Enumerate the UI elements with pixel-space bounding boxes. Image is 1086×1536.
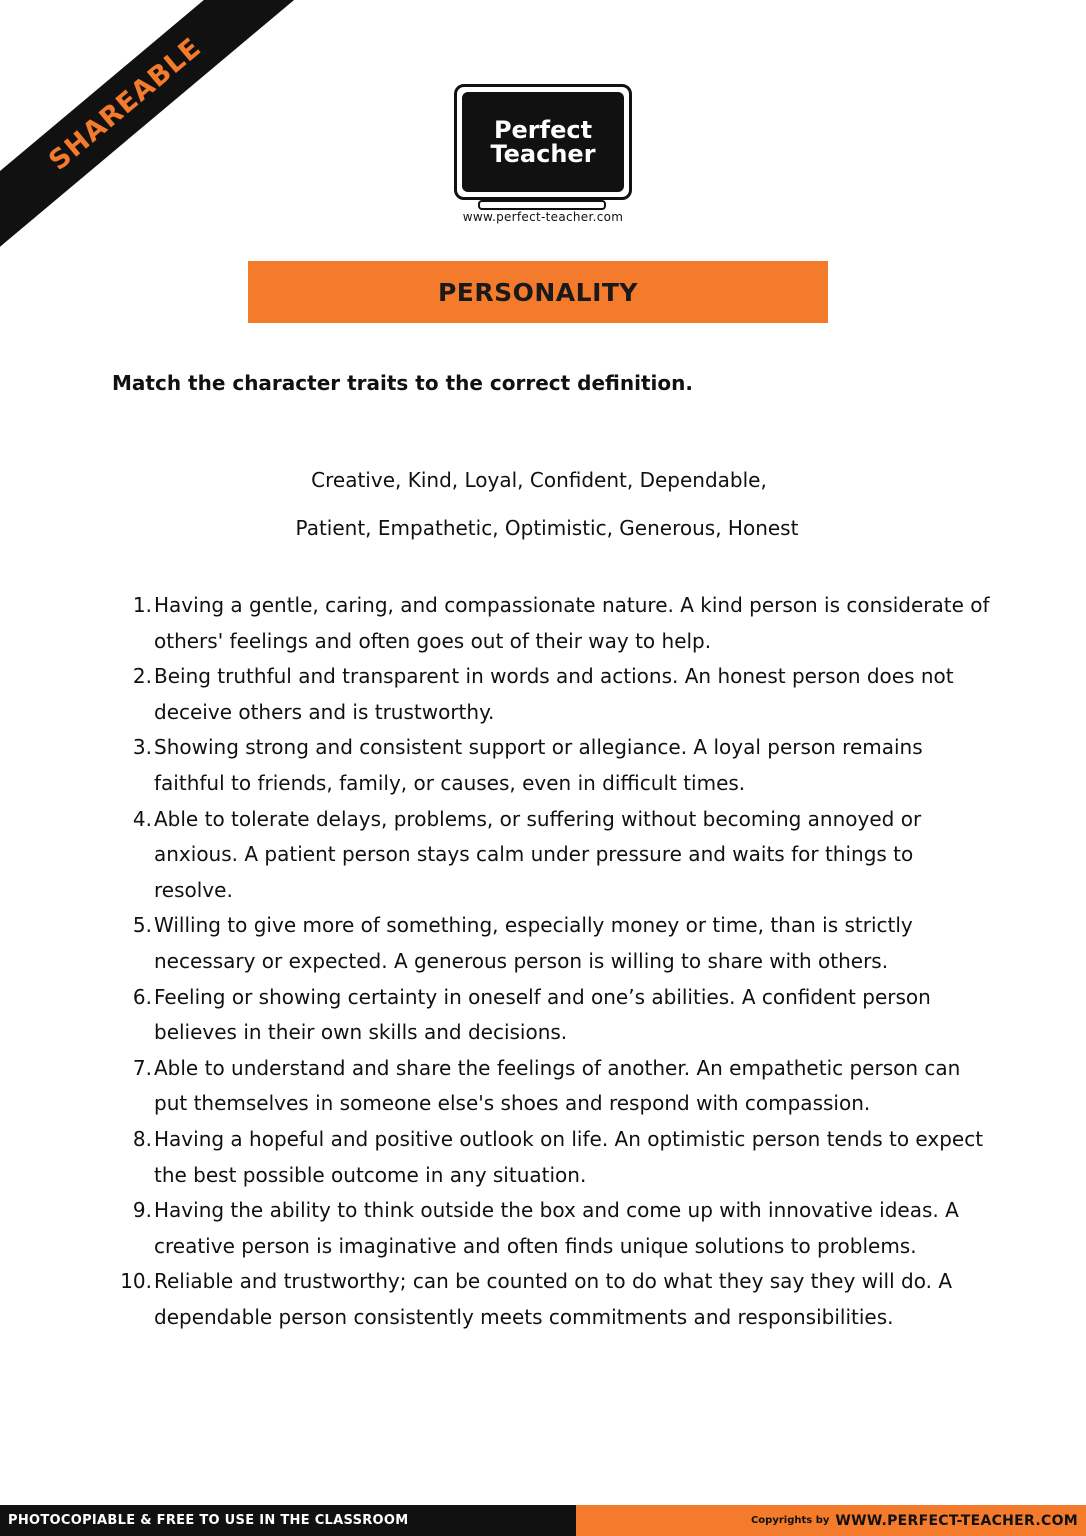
word-bank-line-2: Patient, Empathetic, Optimistic, Generous, Honest (295, 516, 799, 540)
item-number: 4. (132, 806, 152, 831)
item-definition: Having the ability to think outside the box and come up with innovative ideas. A creative person is imaginative and often finds unique solutions to problems. (154, 1198, 959, 1258)
list-item (112, 1122, 992, 1193)
item-number: 3. (132, 735, 152, 760)
item-definition: Feeling or showing certainty in oneself and one’s abilities. A confident person believes in their own skills and decisions. (154, 984, 931, 1045)
item-definition: Showing strong and consistent support or allegiance. A loyal person remains faithful to friends, family, or causes, even in difficult times. (154, 735, 923, 795)
logo-url: www.perfect-teacher.com (462, 210, 624, 224)
page-title: PERSONALITY (437, 277, 639, 307)
copyright-label: Copyrights by (750, 1515, 830, 1526)
photocopiable-notice: PHOTOCOPIABLE & FREE TO USE IN THE CLASSROOM (8, 1513, 409, 1528)
list-item (112, 802, 992, 909)
item-definition: Having a gentle, caring, and compassionate nature. A kind person is considerate of others' feelings and often goes out of their way to help. (154, 593, 990, 653)
item-number: 10. (120, 1269, 152, 1294)
instruction-text: Match the character traits to the correct definition. (112, 371, 693, 395)
item-definition: Able to tolerate delays, problems, or suffering without becoming annoyed or anxious. A patient person stays calm under pressure and waits for things to resolve. (154, 806, 922, 902)
perfect-teacher-logo (454, 84, 632, 226)
footer-site-link[interactable]: WWW.PERFECT-TEACHER.COM (835, 1512, 1078, 1529)
item-number: 8. (132, 1126, 152, 1151)
item-definition: Being truthful and transparent in words and actions. An honest person does not deceive others and is trustworthy. (154, 664, 954, 724)
list-item (112, 659, 992, 730)
list-item (112, 1264, 992, 1335)
list-item (112, 1051, 992, 1122)
list-item (112, 588, 992, 659)
item-definition: Willing to give more of something, especially money or time, than is strictly necessary or expected. A generous person is willing to share with others. (154, 913, 913, 973)
item-definition: Having a hopeful and positive outlook on life. An optimistic person tends to expect the best possible outcome in any situation. (154, 1126, 984, 1187)
monitor-stand-icon (478, 200, 606, 210)
item-definition: Able to understand and share the feelings of another. An empathetic person can put themselves in someone else's shoes and respond with compassion. (154, 1055, 961, 1116)
item-number: 6. (132, 984, 152, 1009)
list-item (112, 1193, 992, 1264)
monitor-icon (454, 84, 632, 200)
logo-text-line1: Perfect (493, 116, 593, 144)
item-number: 5. (132, 913, 152, 938)
shareable-label: SHAREABLE (42, 31, 208, 177)
footer-right-bar (576, 1505, 1086, 1536)
item-number: 1. (132, 593, 152, 617)
list-item (112, 730, 992, 801)
footer-left-bar (0, 1505, 576, 1536)
shareable-ribbon (0, 0, 300, 300)
item-number: 9. (132, 1198, 152, 1223)
item-number: 2. (132, 664, 152, 689)
item-definition: Reliable and trustworthy; can be counted on to do what they say they will do. A dependable person consistently meets commitments and responsibilities. (154, 1269, 953, 1329)
title-banner (248, 261, 828, 323)
logo-text-line2: Teacher (490, 140, 596, 168)
word-bank-line-1: Creative, Kind, Loyal, Confident, Dependable, (311, 468, 767, 492)
list-item (112, 908, 992, 979)
list-item (112, 980, 992, 1051)
item-number: 7. (132, 1055, 152, 1080)
definition-list (112, 588, 992, 1335)
